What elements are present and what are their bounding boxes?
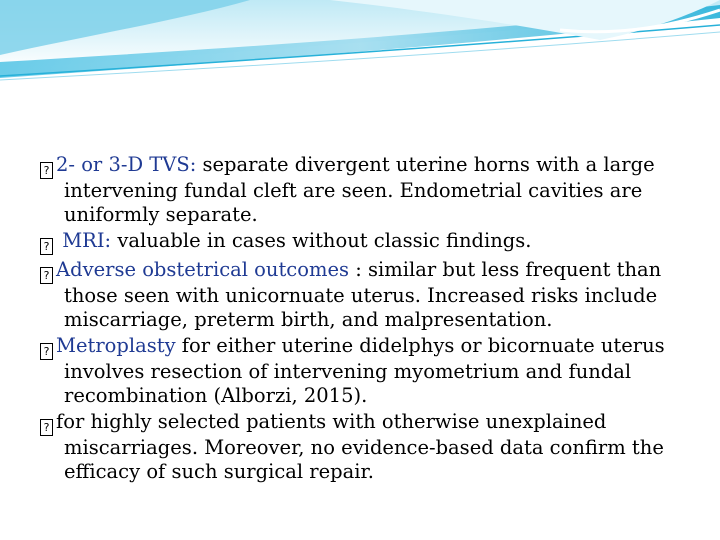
bullet-text: : similar but less frequent than those seen with unicornuate uterus. Increased risks include miscarriage, preterm birth, and malpresentation.	[64, 258, 662, 331]
bullet-text: for highly selected patients with otherwise unexplained miscarriages. Moreover, no evidence-based data confirm the efficacy of such surgical repair.	[56, 410, 664, 483]
bullet-selected-patients	[40, 410, 680, 483]
bullet-metroplasty	[40, 334, 680, 407]
bullet-tvs	[40, 153, 680, 226]
replacement-char-icon: ?	[40, 419, 53, 436]
replacement-char-icon: ?	[40, 267, 53, 284]
replacement-char-icon: ?	[40, 162, 53, 179]
bullet-heading: Adverse obstetrical outcomes	[56, 258, 350, 281]
bullet-text: separate divergent uterine horns with a large intervening fundal cleft are seen. Endometrial cavities are uniformly separate.	[64, 153, 655, 226]
replacement-char-icon: ?	[40, 343, 53, 360]
bullet-mri	[40, 229, 680, 255]
bullet-text: for either uterine didelphys or bicornuate uterus involves resection of intervening myometrium and fundal recombination (Alborzi, 2015).	[64, 334, 665, 407]
replacement-char-icon: ?	[40, 238, 53, 255]
bullet-text: valuable in cases without classic findings.	[111, 229, 532, 252]
bullet-heading: 2- or 3-D TVS:	[56, 153, 197, 176]
bullet-adverse-outcomes	[40, 258, 680, 331]
slide-bullet-list	[40, 153, 680, 486]
bullet-heading: MRI:	[56, 229, 112, 252]
decorative-wave-banner	[0, 0, 720, 90]
bullet-heading: Metroplasty	[56, 334, 176, 357]
